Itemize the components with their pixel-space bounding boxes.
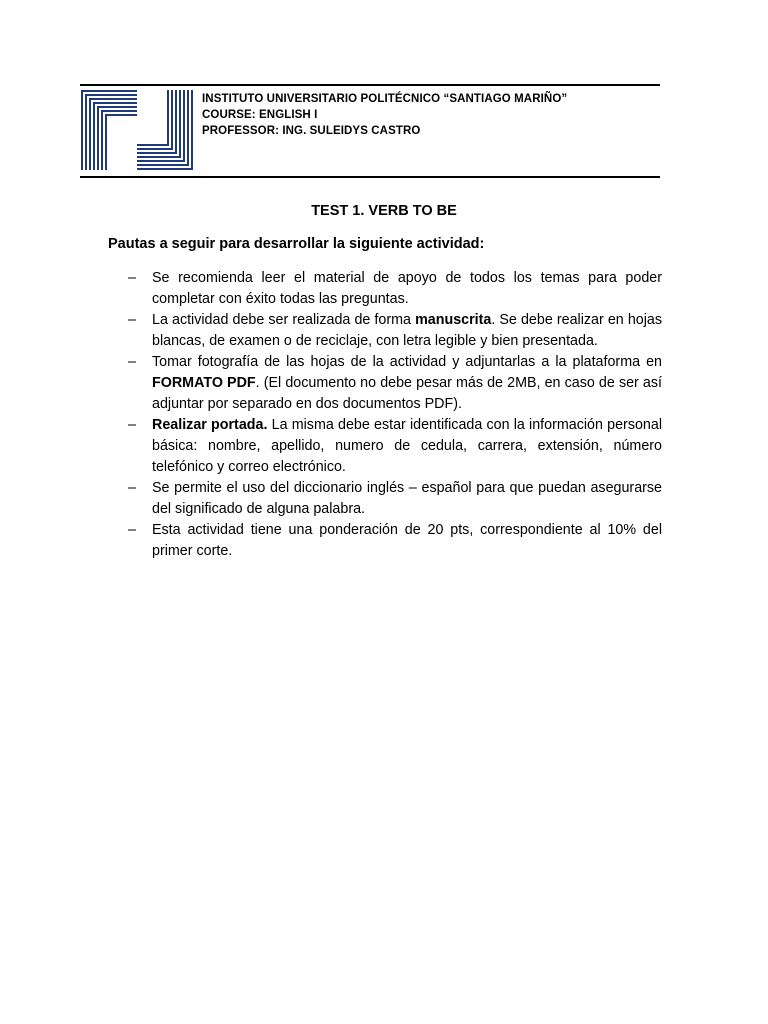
- list-item: [128, 268, 662, 310]
- bullet-text: . Se debe realizar en hojas blancas, de examen o de reciclaje, con letra legible y bien presentada.: [152, 312, 662, 349]
- bullet-dash: –: [128, 522, 136, 538]
- course-name: COURSE: ENGLISH I: [202, 109, 318, 121]
- bullet-dash: –: [128, 270, 136, 286]
- bullet-text: Se recomienda leer el material de apoyo de todos los temas para poder completar con éxito todas las preguntas.: [152, 270, 662, 307]
- bullet-dash: –: [128, 354, 136, 370]
- bullet-text: Esta actividad tiene una ponderación de 20 pts, correspondiente al 10% del primer corte.: [152, 522, 662, 559]
- header-info: [202, 91, 567, 139]
- list-item: [128, 520, 662, 562]
- bullet-emphasis: Realizar portada.: [152, 417, 268, 433]
- bullet-dash: –: [128, 480, 136, 496]
- bullet-text: . (El documento no debe pesar más de 2MB, en caso de ser así adjuntar por separado en dos documentos PDF).: [152, 375, 662, 412]
- list-item: [128, 415, 662, 478]
- bullet-emphasis: FORMATO PDF: [152, 375, 256, 391]
- header-top-rule: [80, 84, 660, 86]
- list-item: [128, 310, 662, 352]
- bullet-text: Se permite el uso del diccionario inglés – español para que puedan asegurarse del significado de alguna palabra.: [152, 480, 662, 517]
- instructions-list: [128, 268, 662, 562]
- header-bottom-rule: [80, 176, 660, 178]
- instructions-heading: Pautas a seguir para desarrollar la siguiente actividad:: [108, 236, 485, 252]
- bullet-text: Tomar fotografía de las hojas de la actividad y adjuntarlas a la plataforma en: [152, 354, 662, 370]
- bullet-dash: –: [128, 312, 136, 328]
- bullet-text: La actividad debe ser realizada de forma: [152, 312, 416, 328]
- bullet-emphasis: manuscrita: [415, 312, 492, 328]
- bullet-dash: –: [128, 417, 136, 433]
- list-item: [128, 478, 662, 520]
- institution-name: INSTITUTO UNIVERSITARIO POLITÉCNICO “SANTIAGO MARIÑO”: [202, 93, 568, 105]
- bullet-text: La misma debe estar identificada con la información personal básica: nombre, apellido, numero de cedula, carrera, extensión, número telefónico y correo electrónico.: [152, 417, 662, 475]
- professor-name: PROFESSOR: ING. SULEIDYS CASTRO: [202, 125, 421, 137]
- list-item: [128, 352, 662, 415]
- document-title: TEST 1. VERB TO BE: [311, 203, 457, 219]
- institute-logo-icon: [81, 90, 193, 170]
